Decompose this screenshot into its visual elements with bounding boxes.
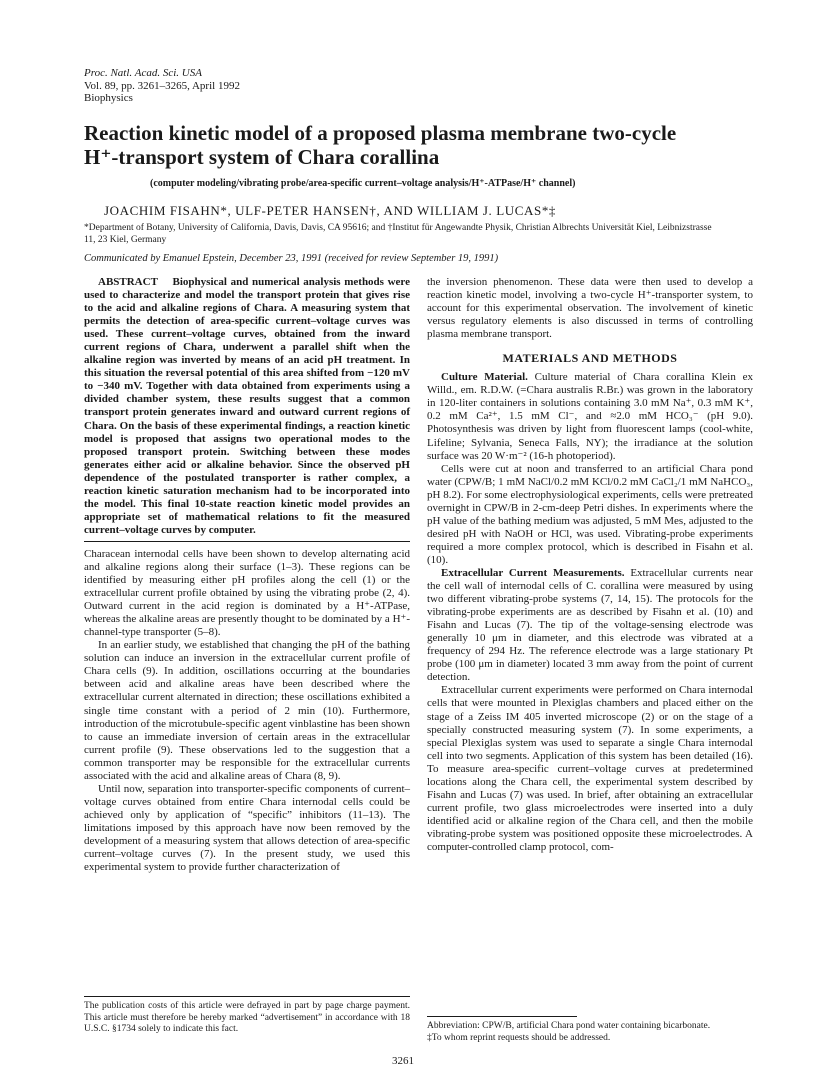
abstract-label: ABSTRACT: [98, 276, 158, 288]
journal-volume: Vol. 89, pp. 3261–3265, April 1992: [84, 79, 240, 92]
communicated-by: Communicated by Emanuel Epstein, December 23, 1991 (received for review September 19, 1991): [84, 253, 499, 264]
abstract: [84, 276, 410, 537]
abstract-divider: [84, 541, 410, 542]
affiliations: *Department of Botany, University of California, Davis, Davis, CA 95616; and †Institut für Angewandte Physik, Christian Albrechts Universität Kiel, Leibnizstrasse 11, 23 Kiel, Germany: [84, 223, 712, 245]
author-list: JOACHIM FISAHN*, ULF-PETER HANSEN†, AND WILLIAM J. LUCAS*‡: [104, 203, 557, 218]
journal-header: [84, 67, 240, 105]
footnote-divider-left: [84, 996, 410, 997]
extracellular-paragraph-2: Extracellular current experiments were performed on Chara internodal cells that were mounted in Plexiglas chambers and placed either on the stage of a Zeiss IM 405 inverted microscope (2) or on the stage of a specially constructed measuring system (7). In some experiments, a special Plexiglas system was used to separate a single Chara internodal cell into two segments. Application of this system has been detailed (16). To measure area-specific current–voltage curves at predetermined locations along the Chara cell, the experimental system described by Fisahn and Lucas (7) was used. In brief, after obtaining an extracellular current profile, two glass microelectrodes were inserted into a duly identified acid or alkaline region of the Chara cell, and then the mobile vibrating-probe system was positioned opposite these microelectrodes. A computer-controlled clamp protocol, com-: [427, 684, 753, 853]
publication-costs-text: The publication costs of this article were defrayed in part by page charge payment. This article must therefore be hereby marked “advertisement” in accordance with 18 U.S.C. §1734 solely to indicate this fact.: [84, 1001, 410, 1034]
publication-costs-footnote: [84, 996, 410, 1036]
right-footnotes: [427, 1016, 753, 1044]
title-line-1: Reaction kinetic model of a proposed plasma membrane two-cycle: [84, 121, 677, 145]
intro-paragraph-1: Characean internodal cells have been shown to develop alternating acid and alkaline regions along their surface (1–3). These regions can be identified by measuring either pH profiles along the cell (1) or the extracellular current profile obtained by using the vibrating probe (2, 4). Outward current in the acid region is dominated by a H⁺-ATPase, whereas the alkaline areas are presently thought to be dominated by a H⁺-channel-type transporter (5–8).: [84, 547, 410, 639]
abstract-text: Biophysical and numerical analysis methods were used to characterize and model the transport protein that gives rise to the acid and alkaline regions of Chara. A measuring system that permits the detection of area-specific current–voltage curves was used. These current–voltage curves, obtained from the inward current regions of Chara, underwent a parallel shift when the alkaline region was inverted by means of an acid pH treatment. In this situation the reversal potential of this area shifted from −120 mV to −340 mV. Together with data obtained from experiments using a divided chamber system, these results suggest that a common transport protein generates inward and outward current regions of Chara. On the basis of these experimental findings, a reaction kinetic model is proposed that assigns two operational modes to the proposed transport protein. Switching between these modes generates either acid or alkaline behavior. Since the observed pH dependence of the postulated transporter is rather complex, a reaction kinetic saturation mechanism had to be incorporated into the model. This final 10-state reaction kinetic model provides an appropriate set of mathematical relations to fit the measured current–voltage curves by computer.: [84, 276, 411, 536]
intro-paragraph-2: In an earlier study, we established that changing the pH of the bathing solution can induce an inversion in the extracellular current profile of Chara cells (9). In addition, oscillations occurring at the boundaries between acid and alkaline areas have been described where the extracellular current alternated in direction; these oscillations exhibited a single time constant with a period of 2 min (10). Furthermore, introduction of the microtubule-specific agent vinblastine has been shown to cause an immediate inversion of certain areas in the extracellular current profile (9). These observations led to the suggestion that a common transporter may be responsible for the extracellular currents associated with the acid and alkaline areas of Chara (8, 9).: [84, 639, 410, 782]
right-column: [427, 276, 753, 854]
reprint-footnote: ‡To whom reprint requests should be addressed.: [427, 1032, 611, 1043]
culture-text: Culture material of Chara corallina Klein ex Willd., em. R.D.W. (=Chara australis R.Br.) was grown in the laboratory in 120-liter containers in solutions containing 3.0 mM Na⁺, 0.3 mM K⁺, 0.2 mM Ca²⁺, 1.5 mM Cl⁻, and ≈2.0 mM HCO₃⁻ (pH 9.0). Photosynthesis was driven by light from fluorescent lamps (cool-white, Lifeline; Sylvania, Seneca Falls, NY); the irradiance at the solution surface was 20 W·m⁻² (16-h photoperiod).: [427, 371, 753, 462]
title-line-2: H⁺-transport system of Chara corallina: [84, 145, 440, 169]
extracellular-text: Extracellular currents near the cell wall of internodal cells of C. corallina were measured by using two different vibrating-probe systems (7, 14, 15). The protocols for the vibrating-probe experiments are as described by Fisahn et al. (10) and Fisahn and Lucas (7). The tip of the voltage-sensing electrode was generally 10 μm in diameter, and this electrode was vibrated at a frequency of 294 Hz. The reference electrode was a large stationary Pt probe (100 μm in diameter) located 3 mm away from the point of current detection.: [427, 566, 754, 684]
keywords: (computer modeling/vibrating probe/area-specific current–voltage analysis/H⁺-ATPase/H⁺ channel): [150, 178, 576, 189]
intro-paragraph-3: Until now, separation into transporter-specific components of current–voltage curves obtained from entire Chara internodal cells could be achieved only by application of “specific” inhibitors (11–13). The limitations imposed by this approach have now been removed by the development of a measuring system that allows detection of area-specific current–voltage curves (7). In the present study, we used this experimental system to provide further characterization of: [84, 782, 410, 874]
abbreviation-footnote: Abbreviation: CPW/B, artificial Chara pond water containing bicarbonate.: [427, 1021, 711, 1031]
footnote-divider-right: [427, 1016, 577, 1017]
page-number: 3261: [392, 1055, 414, 1067]
journal-name: Proc. Natl. Acad. Sci. USA: [84, 67, 202, 79]
journal-section: Biophysics: [84, 92, 133, 104]
extracellular-paragraph: [427, 567, 753, 684]
extracellular-runin-heading: Extracellular Current Measurements.: [441, 566, 625, 579]
culture-paragraph: [427, 371, 753, 462]
left-column: [84, 276, 410, 874]
methods-heading: MATERIALS AND METHODS: [502, 351, 678, 366]
article-title: [84, 121, 724, 169]
culture-paragraph-2: Cells were cut at noon and transferred to an artificial Chara pond water (CPW/B; 1 mM NaCl/0.2 mM KCl/0.2 mM CaCl₂/1 mM NaHCO₃, pH 8.2). For some electrophysiological experiments, cells were pretreated overnight in CPW/B in 2-cm-deep Petri dishes. In experiments where the pH value of the bathing medium was adjusted, 5 mM Mes, adjusted to the desired pH with NaOH or HCl, was used. Vibrating-probe experiments required a more complex protocol, which is described in Fisahn et al. (10).: [427, 462, 753, 566]
intro-paragraph-4: the inversion phenomenon. These data were then used to develop a reaction kinetic model, involving a two-cycle H⁺-transporter system, to account for this experimental observation. The involvement of kinetic versus regulatory elements is also discussed in terms of controlling plasma membrane transport.: [427, 276, 753, 341]
culture-runin-heading: Culture Material.: [441, 371, 528, 384]
